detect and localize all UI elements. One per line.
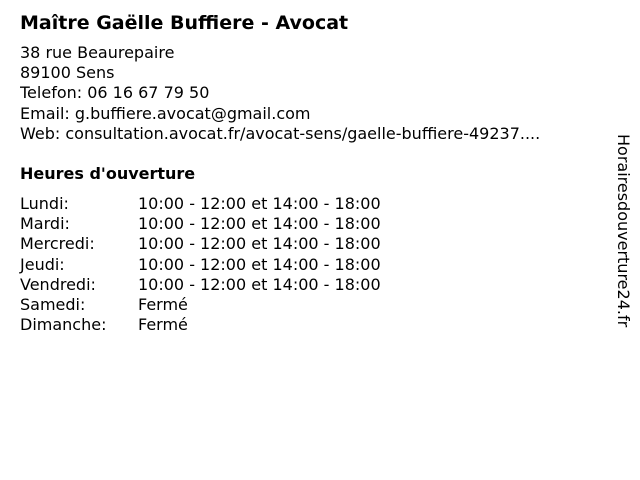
day-hours: 10:00 - 12:00 et 14:00 - 18:00 (138, 254, 381, 274)
day-hours: Fermé (138, 315, 188, 335)
hours-row-tuesday (20, 214, 438, 234)
day-label: Mardi: (20, 214, 70, 234)
postal-city: 89100 Sens (20, 63, 115, 83)
day-hours: 10:00 - 12:00 et 14:00 - 18:00 (138, 194, 381, 213)
hours-row-saturday (20, 295, 438, 315)
day-hours: 10:00 - 12:00 et 14:00 - 18:00 (138, 214, 381, 234)
hours-row-thursday (20, 255, 438, 275)
contact-info (20, 43, 605, 144)
day-label: Mercredi: (20, 234, 95, 254)
day-hours: 10:00 - 12:00 et 14:00 - 18:00 (138, 234, 381, 254)
hours-row-monday (20, 194, 438, 214)
business-title: Maître Gaëlle Buffiere - Avocat (20, 12, 349, 34)
street-address: 38 rue Beaurepaire (20, 43, 175, 62)
day-label: Dimanche: (20, 315, 107, 335)
day-label: Jeudi: (20, 254, 65, 274)
hours-row-sunday (20, 315, 438, 335)
opening-hours-table (20, 194, 438, 335)
site-watermark: Horairesdouverture24.fr (614, 134, 633, 328)
phone-number: Telefon: 06 16 67 79 50 (20, 83, 210, 103)
day-label: Samedi: (20, 295, 86, 315)
website-link: Web: consultation.avocat.fr/avocat-sens/gaelle-buffiere-49237.... (20, 123, 541, 143)
day-hours: Fermé (138, 295, 188, 315)
email-address: Email: g.buffiere.avocat@gmail.com (20, 103, 311, 123)
day-label: Vendredi: (20, 274, 96, 294)
hours-row-friday (20, 275, 438, 295)
day-hours: 10:00 - 12:00 et 14:00 - 18:00 (138, 274, 381, 294)
hours-row-wednesday (20, 234, 438, 254)
day-label: Lundi: (20, 194, 69, 213)
hours-heading: Heures d'ouverture (20, 164, 196, 183)
